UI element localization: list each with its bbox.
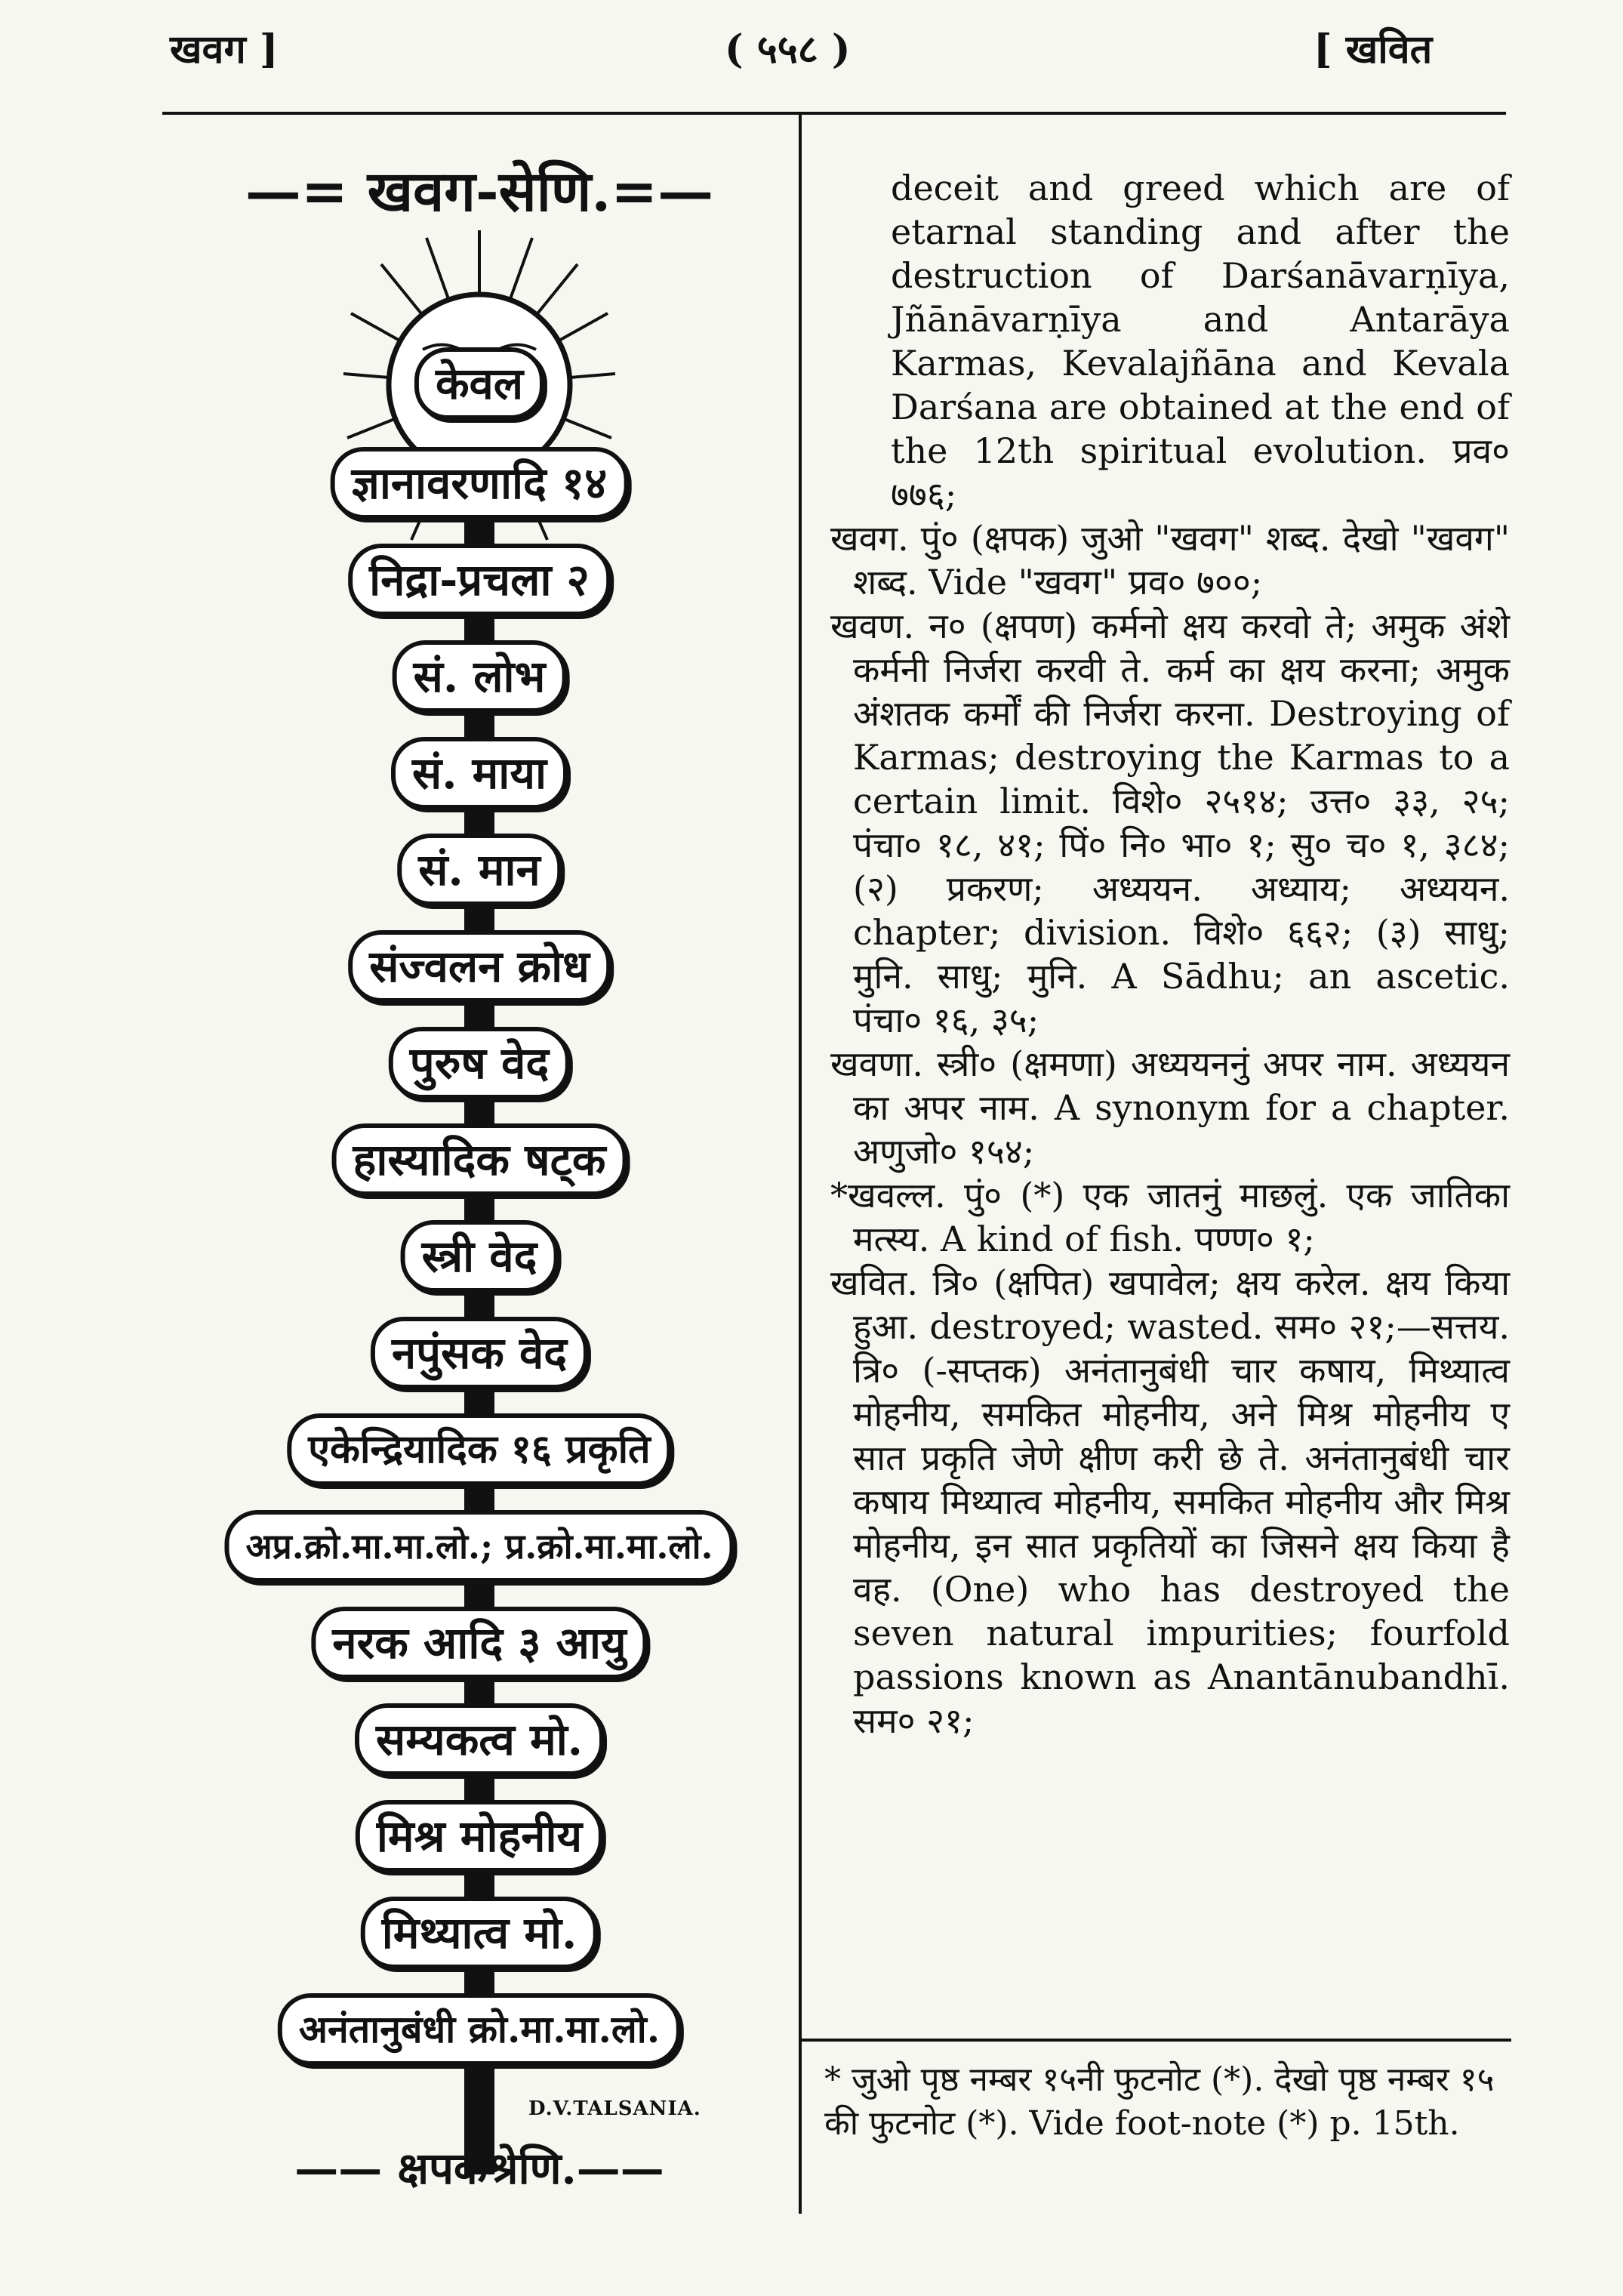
plate-15: मिश्र मोहनीय xyxy=(356,1800,603,1872)
plate-16: मिथ्यात्व मो. xyxy=(361,1897,598,1969)
plate-3: सं. लोभ xyxy=(393,640,567,713)
page-number: ( ५५८ ) xyxy=(725,26,851,72)
plate-5: सं. मान xyxy=(397,834,562,906)
artist-credit: D.V.TALSANIA. xyxy=(528,2097,701,2120)
entry-khavita: खवित. त्रि० (क्षपित) खपावेल; क्षय करेल. क्षय किया हुआ. destroyed; wasted. सम० २१;—सत्तय. त्रि० (-सप्तक) अनंतानुबंधी चार कषाय, मिथ्यात्व मोहनीय, समकित मोहनीय, अने मिश्र मोहनीय ए सात प्रकृति जेणे क्षीण करी छे ते. अनंतानुबंधी चार कषाय मिथ्यात्व मोहनीय, समकित मोहनीय और मिश्र मोहनीय, इन सात प्रकृतियों का जिसने क्षय किया है वह. (One) who has destroyed the seven natural impurities; fourfold passions known as Anantānubandhī. सम० २१; xyxy=(830,1262,1510,1741)
plate-2: निद्रा-प्रचला २ xyxy=(348,544,611,616)
column-divider xyxy=(799,115,802,2214)
footnote-block xyxy=(802,2039,1511,2146)
diagram-title: —= खवग-सेणि.=— xyxy=(245,159,714,224)
diagram-footer-title: —— क्षपकश्रेणि.—— xyxy=(294,2143,664,2194)
plate-12: अप्र.क्रो.मा.मा.लो.; प्र.क्रो.मा.मा.लो. xyxy=(224,1510,734,1583)
dictionary-column xyxy=(830,166,1510,1743)
header-left: खवग ] xyxy=(170,26,279,72)
header-right: [ खवित xyxy=(1313,26,1433,72)
plate-13: नरक आदि ३ आयु xyxy=(311,1607,647,1679)
entry-khavalla: *खवल्ल. पुं० (*) एक जातनुं माछलुं. एक जातिका मत्स्य. A kind of fish. पण्ण० १; xyxy=(830,1175,1510,1259)
header-rule xyxy=(162,112,1506,115)
entry-khavaga: खवग. पुं० (क्षपक) जुओ "खवग" शब्द. देखो "खवग" शब्द. Vide "खवग" प्रव० ७००; xyxy=(830,518,1510,603)
plate-14: सम्यकत्व मो. xyxy=(355,1703,604,1776)
entry-khavana-fem: खवणा. स्त्री० (क्षमणा) अध्ययननुं अपर नाम. अध्ययन का अपर नाम. A synonym for a chapter. अणुजो० १५४; xyxy=(830,1043,1510,1172)
plate-7: पुरुष वेद xyxy=(389,1027,570,1099)
plate-17: अनंतानुबंधी क्रो.मा.मा.लो. xyxy=(278,1993,681,2066)
khavaga-seni-diagram xyxy=(166,143,793,2227)
entry-continuation: deceit and greed which are of etarnal standing and after the destruction of Darśanāvarṇīya, Jñānāvarṇīya and Antarāya Karmas, Kevalajñāna and Kevala Darśana are obtained at the end of the 12th spiritual evolution. प्रव० ७७६; xyxy=(891,168,1510,515)
footnote-rule xyxy=(802,2039,1511,2042)
plate-9: स्त्री वेद xyxy=(401,1220,559,1293)
kevala-plate: केवल xyxy=(414,347,544,420)
plate-11: एकेन्द्रियादिक १६ प्रकृति xyxy=(287,1413,671,1486)
plate-10: नपुंसक वेद xyxy=(371,1317,588,1389)
entry-khavana: खवण. न० (क्षपण) कर्मनो क्षय करवो ते; अमुक अंशे कर्मनी निर्जरा करवी ते. कर्म का क्षय करना; अमुक अंशतक कर्मों की निर्जरा करना. Destroying of Karmas; destroying the Karmas to a certain limit. विशे० २५१४; उत्त० ३३, २५; पंचा० १८, ४१; पिं० नि० भा० १; सु० च० १, ३८४; (२) प्रकरण; अध्ययन. अध्याय; अध्ययन. chapter; division. विशे० ६६२; (३) साधु; मुनि. साधु; मुनि. A Sādhu; an ascetic. पंचा० १६, ३५; xyxy=(830,606,1510,1040)
plate-4: सं. माया xyxy=(391,737,568,809)
footnote-text: * जुओ पृष्ठ नम्बर १५नी फुटनोट (*). देखो पृष्ठ नम्बर १५ की फुटनोट (*). Vide foot-note (*) p. 15th. xyxy=(824,2060,1495,2143)
plate-6: संज्वलन क्रोध xyxy=(348,930,611,1003)
plate-8: हास्यादिक षट्क xyxy=(332,1123,627,1196)
plate-1: ज्ञानावरणादि १४ xyxy=(331,447,629,519)
